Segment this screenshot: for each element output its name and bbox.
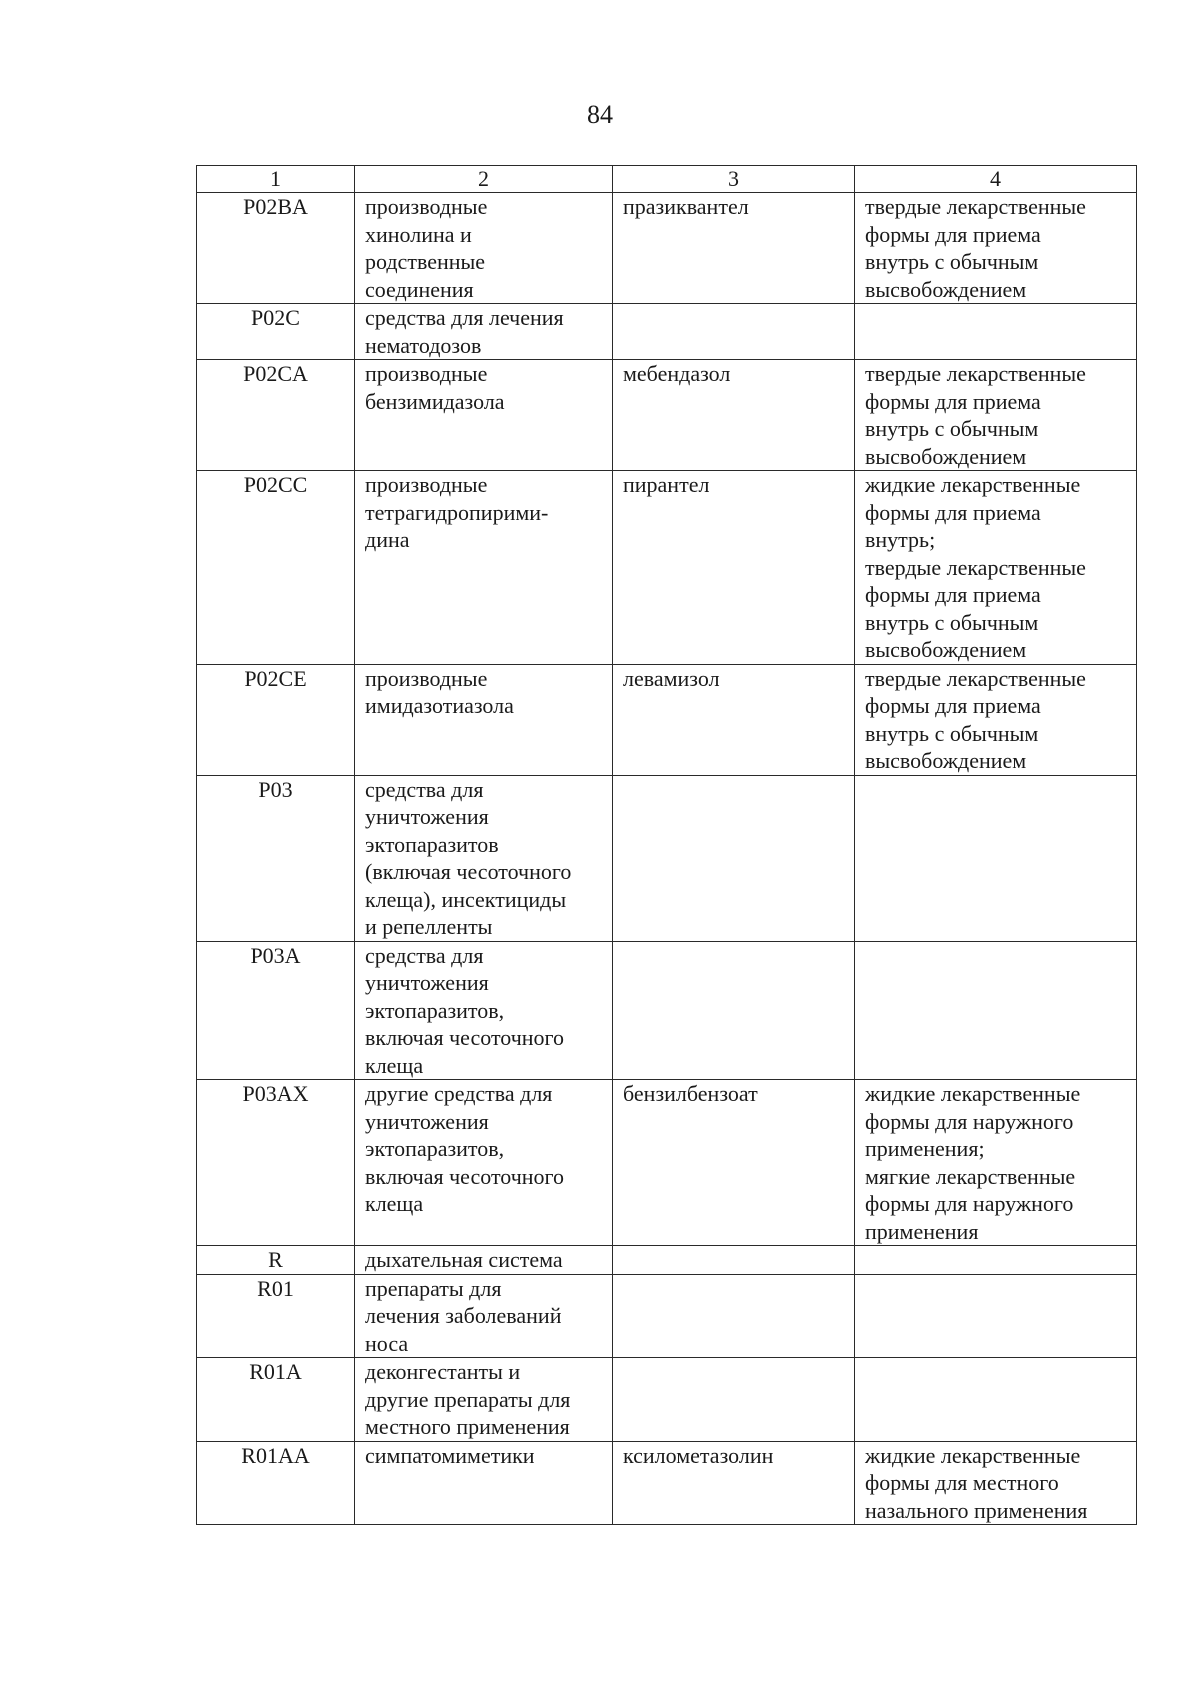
table-row (197, 1358, 1137, 1442)
anatomical-group: средства для уничтожения эктопаразитов (включая чесоточного клеща), инсектициды и репелленты (355, 775, 613, 941)
anatomical-group: производные бензимидазола (355, 360, 613, 471)
dosage-form: твердые лекарственные формы для приема внутрь с обычным высвобождением (855, 360, 1137, 471)
atc-code: P02CE (197, 664, 355, 775)
table-row (197, 1080, 1137, 1246)
table-row (197, 941, 1137, 1080)
dosage-form: жидкие лекарственные формы для приема внутрь; твердые лекарственные формы для приема внутрь с обычным высвобождением (855, 471, 1137, 665)
atc-code: P03 (197, 775, 355, 941)
table-row (197, 193, 1137, 304)
drug-name (613, 1358, 855, 1442)
column-header: 4 (855, 166, 1137, 193)
anatomical-group: деконгестанты и другие препараты для местного применения (355, 1358, 613, 1442)
table-row (197, 664, 1137, 775)
table-row (197, 360, 1137, 471)
atc-code: P02BA (197, 193, 355, 304)
table-row (197, 1441, 1137, 1525)
dosage-form (855, 1358, 1137, 1442)
atc-code: R01 (197, 1274, 355, 1358)
medicines-table (196, 165, 1137, 1525)
dosage-form (855, 1274, 1137, 1358)
dosage-form: твердые лекарственные формы для приема внутрь с обычным высвобождением (855, 193, 1137, 304)
drug-name: мебендазол (613, 360, 855, 471)
column-header: 1 (197, 166, 355, 193)
dosage-form (855, 941, 1137, 1080)
dosage-form: жидкие лекарственные формы для местного назального применения (855, 1441, 1137, 1525)
atc-code: R01AA (197, 1441, 355, 1525)
drug-name (613, 941, 855, 1080)
drug-name: пирантел (613, 471, 855, 665)
drug-name: левамизол (613, 664, 855, 775)
anatomical-group: препараты для лечения заболеваний носа (355, 1274, 613, 1358)
atc-code: P03A (197, 941, 355, 1080)
table-row (197, 1274, 1137, 1358)
atc-code: R (197, 1246, 355, 1275)
page-number: 84 (587, 100, 613, 129)
atc-code: R01A (197, 1358, 355, 1442)
drug-name (613, 775, 855, 941)
drug-name: празиквантел (613, 193, 855, 304)
anatomical-group: производные имидазотиазола (355, 664, 613, 775)
anatomical-group: производные хинолина и родственные соединения (355, 193, 613, 304)
drug-name (613, 1274, 855, 1358)
drug-name (613, 304, 855, 360)
anatomical-group: симпатомиметики (355, 1441, 613, 1525)
column-header: 2 (355, 166, 613, 193)
table-header-row (197, 166, 1137, 193)
column-header: 3 (613, 166, 855, 193)
table-row (197, 775, 1137, 941)
dosage-form (855, 775, 1137, 941)
atc-code: P03AX (197, 1080, 355, 1246)
anatomical-group: средства для лечения нематодозов (355, 304, 613, 360)
drug-name: бензилбензоат (613, 1080, 855, 1246)
dosage-form (855, 1246, 1137, 1275)
drug-name (613, 1246, 855, 1275)
table-row (197, 304, 1137, 360)
table-row (197, 1246, 1137, 1275)
anatomical-group: другие средства для уничтожения эктопаразитов, включая чесоточного клеща (355, 1080, 613, 1246)
anatomical-group: дыхательная система (355, 1246, 613, 1275)
dosage-form: жидкие лекарственные формы для наружного применения; мягкие лекарственные формы для наружного применения (855, 1080, 1137, 1246)
anatomical-group: средства для уничтожения эктопаразитов, включая чесоточного клеща (355, 941, 613, 1080)
dosage-form (855, 304, 1137, 360)
atc-code: P02CC (197, 471, 355, 665)
table-row (197, 471, 1137, 665)
drug-name: ксилометазолин (613, 1441, 855, 1525)
atc-code: P02CA (197, 360, 355, 471)
anatomical-group: производные тетрагидропирими- дина (355, 471, 613, 665)
dosage-form: твердые лекарственные формы для приема внутрь с обычным высвобождением (855, 664, 1137, 775)
atc-code: P02C (197, 304, 355, 360)
